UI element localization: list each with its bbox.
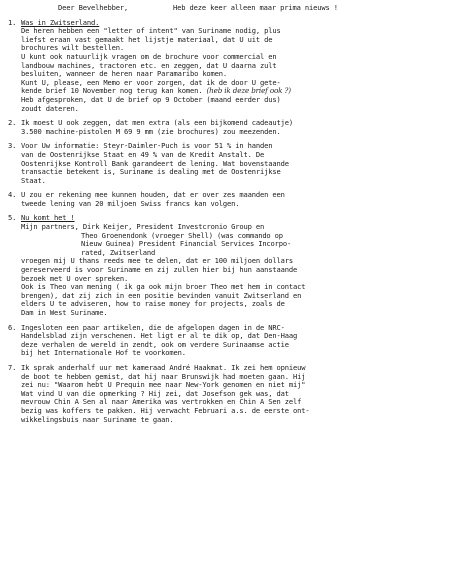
item-line: De heren hebben een "letter of intent" van Suriname nodig, plus (21, 26, 281, 36)
numbered-item-6 (8, 324, 442, 358)
partner-line: Dirk Keijer, President Investcronio Group en (82, 222, 265, 232)
partner-line: Nieuw Guinea) President Financial Services Incorpo- (81, 239, 292, 249)
item-line: kende brief 10 November nog terug kan komen. (21, 86, 203, 96)
item-line: Wat vind U van die opmerking ? Hij zei, dat Josefson gek was, dat (21, 388, 289, 398)
item-body (21, 119, 442, 136)
intro-line: Heb deze keer alleen maar prima nieuws ! (173, 3, 338, 12)
item-number: 7. (8, 362, 17, 372)
item-line: elders U te adviseren, how to raise money for projects, zoals de (21, 299, 285, 309)
item-line: Staat. (21, 175, 46, 185)
item-line: Ik sprak anderhalf uur met kameraad André Haakmat. Ik zei hem opnieuw (21, 362, 306, 372)
item-number: 2. (8, 118, 17, 128)
item-number: 6. (8, 322, 17, 332)
item-line: Was in Zwitserland. (21, 17, 100, 27)
item-body (21, 19, 442, 114)
numbered-item-2 (8, 119, 442, 136)
item-body (21, 214, 442, 317)
numbered-item-4 (8, 191, 442, 208)
item-line: Heb afgesproken, dat U de brief op 9 October (maand eerder dus) (21, 94, 281, 104)
item-line: Ik moest U ook zeggen, dat men extra (als een bijkomend cadeautje) (21, 118, 293, 128)
item-number: 1. (8, 17, 17, 27)
item-line: 3.500 machine-pistolen M 69 9 mm (zie brochures) zou meezenden. (21, 126, 281, 136)
salutation: Deer Bevelhebber, (58, 3, 129, 12)
item-line: bezoek met U over spreken. (21, 273, 129, 283)
partner-line: Theo Groenendonk (vroeger Shell) (was commando op (81, 230, 283, 240)
item-line: U kunt ook natuurlijk vragen om de brochure voor commercial en (21, 51, 277, 61)
item-body (21, 324, 442, 358)
item-line: tweede lening van 20 miljoen Swiss francs kan volgen. (21, 198, 240, 208)
item-body (21, 142, 442, 185)
item-line: deze verhalen de wereld in zendt, ook om verdere Surinaamse actie (21, 339, 289, 349)
item-line: de boot te hebben gemist, dat hij naar Brunswijk had moeten gaan. Hij (21, 371, 306, 381)
handwritten-note: (heb ik deze brief ook ?) (206, 86, 291, 96)
item-line: Ingesloten een paar artikelen, die de afgelopen dagen in de NRC- (21, 322, 285, 332)
item-line: liefst eraan vast gemaakt het lijstje materiaal, dat U uit de (21, 34, 273, 44)
numbered-item-3 (8, 142, 442, 185)
partner-line: rated, Zwitserland (81, 247, 156, 257)
item-line: Oostenrijkse Kontroll Bank garandeert de lening. Wat bovenstaande (21, 158, 289, 168)
item-line: brochures wilt bestellen. (21, 43, 125, 53)
item-line: Dam in West Suriname. (21, 308, 108, 317)
item-line: Handelsblad zijn verschenen. Het ligt er al te dik op, dat Den-Haag (21, 331, 298, 341)
item-number: 5. (8, 213, 17, 223)
numbered-item-5 (8, 214, 442, 317)
item-number: 3. (8, 141, 17, 151)
item-line: landbouw machines, tractoren etc. en zeggen, dat U daarna zult (21, 60, 277, 70)
item-line: zei nu: "Waarom hebt U Prequin mee naar New-York genomen en niet mij" (21, 380, 306, 390)
item-line: Nu komt het ! (21, 213, 75, 223)
item-line: bij het Internationale Hof te voorkomen. (21, 348, 186, 358)
item-number: 4. (8, 190, 17, 200)
item-line: U zou er rekening mee kunnen houden, dat er over zes maanden een (21, 190, 285, 200)
item-line: van de Oostenrijkse Staat en 49 % van de Kredit Anstalt. De (21, 149, 265, 159)
item-line: Voor Uw informatie: Steyr-Daimler-Puch is voor 51 % in handen (21, 141, 273, 151)
item-line: Kunt U, please, een Memo er voor zorgen, dat ik de door U gete- (21, 77, 281, 87)
item-line: brengen), dat zij zich in een positie bevinden vanuit Zwitserland en (21, 290, 302, 300)
item-line: vroegen mij U thans reeds mee te delen, dat er 100 miljoen dollars (21, 256, 293, 266)
item-line: transactie betekent is, Suriname is dealing met de Oostenrijkse (21, 167, 281, 177)
item-body (21, 191, 442, 208)
item-line: bezig was koffers te pakken. Hij verwacht Februari a.s. de eerste ont- (21, 405, 310, 415)
item-line: zoudt dateren. (21, 103, 79, 113)
item-line: wikkelingsbuis naar Suriname te gaan. (21, 414, 174, 424)
item-line: gereserveerd is voor Suriname en zij zullen hier bij hun aanstaande (21, 265, 298, 275)
numbered-item-7 (8, 364, 442, 424)
letter-header (58, 4, 442, 13)
item-body (21, 364, 442, 424)
numbered-item-1 (8, 19, 442, 114)
item-line: Ook is Theo van mening ( ik ga ook mijn broer Theo met hem in contact (21, 282, 306, 292)
item-line: besluiten, wanneer de heren naar Paramaribo komen. (21, 69, 228, 79)
partners-intro: Mijn partners, (21, 222, 79, 232)
item-line: mevrouw Chin A Sen al naar Amerika was vertrokken en Chin A Sen zelf (21, 397, 302, 407)
